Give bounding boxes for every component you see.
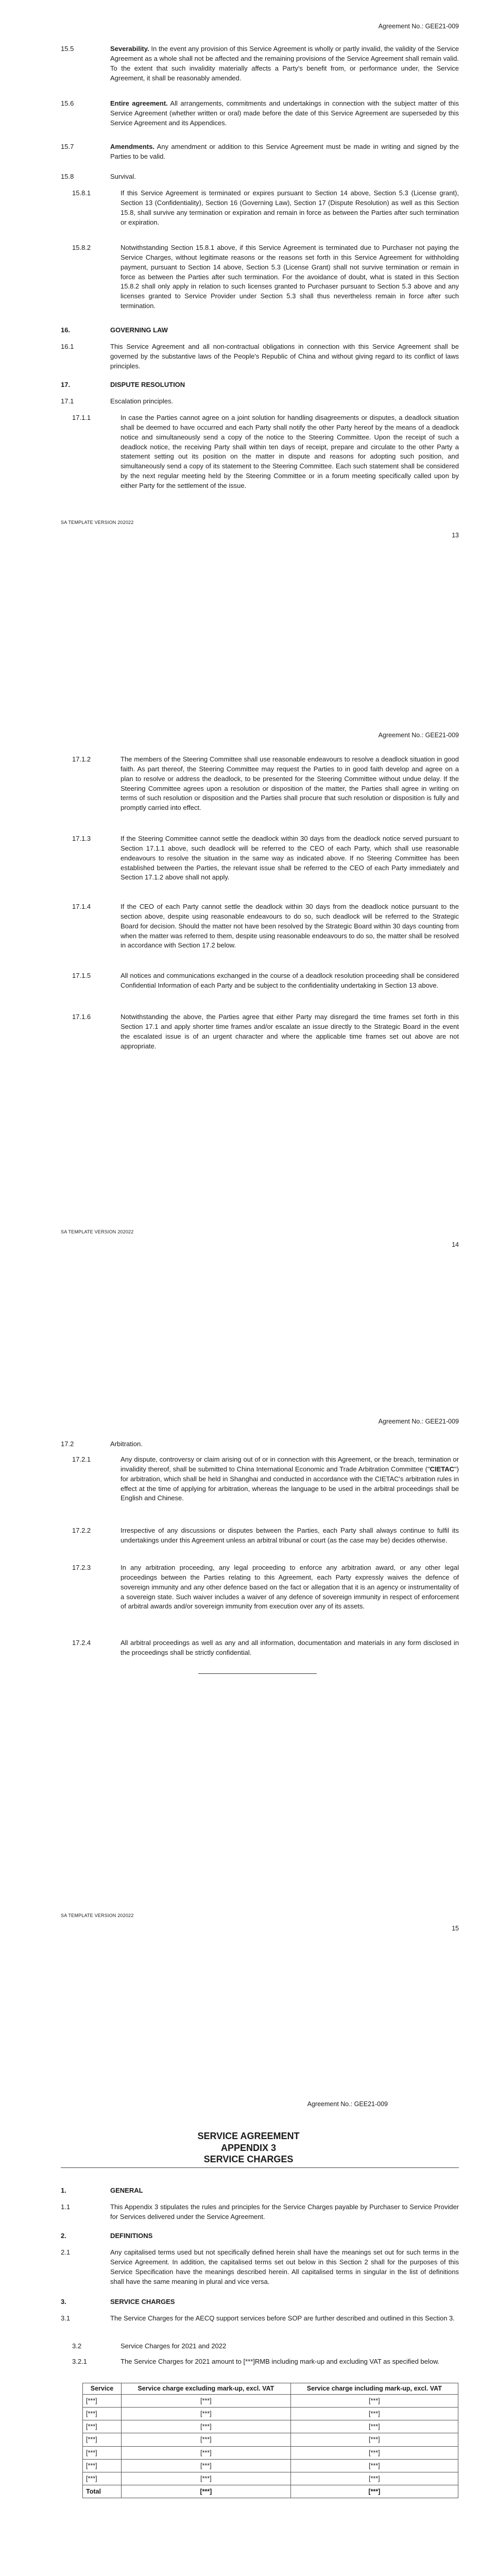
clause-3-2: [61, 2342, 459, 2351]
clause-text: [110, 44, 459, 83]
section-title: GENERAL: [110, 2187, 143, 2194]
clause-15-6: [61, 99, 459, 128]
clause-3-1: [61, 2314, 459, 2324]
table-cell: [***]: [290, 2420, 458, 2433]
clause-number: 3.1: [61, 2314, 71, 2322]
clause-text: Irrespective of any discussions or disputes between the Parties, each Party shall always continue to fulfil its undertakings under this Agreement unless an arbitral tribunal or court (as the case may be) decides otherwise.: [121, 1527, 459, 1544]
table-cell: [***]: [290, 2433, 458, 2446]
clause-body: All arrangements, commitments and undertakings in connection with the subject matter of this Service Agreement (whether written or oral) made before the date of this Service Agreement are superseded by this Service Agreement and its Appendices.: [110, 99, 459, 127]
table-row: [83, 2420, 458, 2433]
table-cell: [***]: [83, 2433, 122, 2446]
clause-number: 17.1.6: [72, 1013, 91, 1021]
clause-number: 16.1: [61, 343, 74, 350]
section-3-heading: [61, 2297, 459, 2307]
footer-template-version: SA TEMPLATE VERSION 202022: [61, 1913, 134, 1918]
table-cell: [***]: [122, 2446, 291, 2459]
table-cell: [***]: [122, 2485, 291, 2498]
clause-number: 15.6: [61, 99, 74, 107]
service-charges-table: [82, 2383, 458, 2498]
clause-text: This Appendix 3 stipulates the rules and principles for the Service Charges payable by Purchaser to Service Provider for Services delivered under the Service Agreement.: [110, 2203, 459, 2221]
clause-text: If the CEO of each Party cannot settle the deadlock within 30 days from the deadlock notice pursuant to the section above, despite using reasonable endeavours to do so, such deadlock will be referred to the Strategic Board for decision. Should the matter not have been resolved by the Strategic Board within 30 days counting from when the matter was referred to them, despite using reasonable endeavours to do so, the matter shall be resolved in accordance with Section 17.2 below.: [121, 903, 459, 950]
clause-number: 15.7: [61, 143, 74, 150]
clause-15-5: [61, 44, 459, 83]
table-cell: [***]: [83, 2420, 122, 2433]
clause-text: [110, 99, 459, 128]
clause-text: Arbitration.: [110, 1440, 143, 1448]
section-number: 16.: [61, 326, 71, 334]
section-title: DEFINITIONS: [110, 2232, 153, 2240]
clause-1-1: [61, 2202, 459, 2222]
clause-text: All arbitral proceedings as well as any and all information, documentation and materials in any form disclosed in the proceedings shall be strictly confidential.: [121, 1639, 459, 1656]
table-row: [83, 2446, 458, 2459]
section-1-heading: [61, 2186, 459, 2196]
clause-text: In any arbitration proceeding, any legal proceeding to enforce any arbitration award, or any other legal proceedings between the Parties relating to this Agreement, each Party expressly waives the defence of sovereign immunity and any other defence based on the fact or allegation that it is an agency or instrumentality of a sovereign state. Such waiver includes a waiver of any defence of sovereign immunity in respect of enforcement of arbitral awards and/or sovereign immunity from execution over any of its assets.: [121, 1564, 459, 1611]
page-number: 13: [452, 532, 459, 539]
table-cell: [***]: [290, 2459, 458, 2472]
clause-body: ") for arbitration, which shall be held in Shanghai and conducted in accordance with the CIETAC's arbitration rules in effect at the time of applying for arbitration, whereas the language to be used in the arbitral proceedings shall be English and Chinese.: [121, 1465, 459, 1502]
table-cell: [***]: [122, 2395, 291, 2408]
clause-number: 17.2.4: [72, 1639, 91, 1647]
section-title: SERVICE CHARGES: [110, 2298, 175, 2306]
clause-text: [121, 1455, 459, 1503]
clause-title: Entire agreement.: [110, 99, 168, 107]
section-title: DISPUTE RESOLUTION: [110, 381, 185, 388]
clause-number: 17.1.2: [72, 755, 91, 763]
clause-number: 17.2.2: [72, 1527, 91, 1534]
clause-text: This Service Agreement and all non-contractual obligations in connection with this Service Agreement shall be governed by the substantive laws of the People's Republic of China and without giving regard to its conflict of laws principles.: [110, 343, 459, 370]
column-header: Service charge excluding mark-up, excl. VAT: [122, 2383, 291, 2395]
clause-number: 17.1.5: [72, 972, 91, 979]
title-line-3: SERVICE CHARGES: [203, 2154, 294, 2164]
appendix-3-page-1: [0, 2079, 497, 2576]
clause-number: 17.1.3: [72, 835, 91, 842]
clause-17-2-2: [61, 1526, 459, 1546]
table-cell: [***]: [122, 2420, 291, 2433]
table-cell: [***]: [122, 2433, 291, 2446]
agreement-number-header: Agreement No.: GEE21-009: [378, 23, 459, 30]
clause-text: If the Steering Committee cannot settle the deadlock within 30 days from the deadlock notice served pursuant to Section 17.1.1 above, such deadlock will be referred to the CEO of each Party, which shall use reasonable endeavours to resolve the situation in the same way as indicated above. If no Steering Committee has been established between the Parties, the relevant issue shall be referred to the CEO of each Party immediately and Section 17.1.2 above shall not apply.: [121, 835, 459, 882]
table-cell: [***]: [122, 2459, 291, 2472]
table-total-label: Total: [83, 2485, 122, 2498]
clause-15-8-1: [61, 189, 459, 227]
clause-17-1-1: [61, 413, 459, 491]
clause-number: 15.8.2: [72, 244, 91, 251]
title-line-1: SERVICE AGREEMENT: [197, 2131, 300, 2141]
clause-17-2-1: [61, 1455, 459, 1503]
footer-template-version: SA TEMPLATE VERSION 202022: [61, 520, 134, 525]
clause-17-1-2: [61, 755, 459, 813]
column-header: Service charge including mark-up, excl. VAT: [290, 2383, 458, 2395]
clause-17-1-3: [61, 834, 459, 883]
section-title: GOVERNING LAW: [110, 326, 168, 334]
clause-number: 1.1: [61, 2203, 71, 2211]
table-row: [83, 2433, 458, 2446]
table-cell: [***]: [290, 2408, 458, 2420]
column-header: Service: [83, 2383, 122, 2395]
clause-text: Service Charges for 2021 and 2022: [121, 2342, 227, 2350]
clause-number: 17.1.4: [72, 903, 91, 910]
clause-number: 3.2.1: [72, 2358, 87, 2365]
page-15: [0, 1396, 497, 2061]
table-row: [83, 2472, 458, 2485]
table-cell: [***]: [122, 2472, 291, 2485]
clause-text: [110, 142, 459, 162]
page-14: [0, 714, 497, 1378]
table-row: [83, 2408, 458, 2420]
clause-text: Notwithstanding Section 15.8.1 above, if this Service Agreement is terminated due to Purchaser not paying the Service Charges, without legitimate reasons or the reasons set forth in this Service Agreement for withholding payment, pursuant to Section 14 above, Section 5.3 (License Grant) shall not survive termination or remain in force as between the Parties after such termination. For the avoidance of doubt, what is stated in this Section 15.8.2 shall only apply in relation to such licenses granted to Purchaser pursuant to Section 5.3 above and any licenses granted to Service Provider under Section 5.3 shall thus nevertheless remain in force after such termination.: [121, 244, 459, 310]
clause-text: Survival.: [110, 173, 136, 180]
table-cell: [***]: [83, 2459, 122, 2472]
clause-15-8: [61, 172, 459, 182]
clause-number: 15.5: [61, 45, 74, 53]
clause-number: 3.2: [72, 2342, 82, 2350]
clause-number: 15.8: [61, 173, 74, 180]
clause-17-2-3: [61, 1563, 459, 1612]
clause-2-1: [61, 2248, 459, 2286]
table-total-row: [83, 2485, 458, 2498]
table-cell: [***]: [290, 2472, 458, 2485]
clause-text: Any capitalised terms used but not specifically defined herein shall have the meanings set out for such terms in the Service Agreement. In addition, the capitalised terms set out below in this Section 2 shall for the purposes of this Service Specification have the meanings described herein. All capitalised terms in singular in the list of definitions shall have the same meaning in plural and vice versa.: [110, 2248, 459, 2285]
clause-text: Escalation principles.: [110, 397, 174, 405]
section-16-heading: [61, 326, 459, 335]
clause-number: 17.1.1: [72, 414, 91, 421]
clause-number: 15.8.1: [72, 189, 91, 197]
clause-title: Amendments.: [110, 143, 155, 150]
clause-number: 2.1: [61, 2248, 71, 2256]
title-line-2: APPENDIX 3: [220, 2142, 277, 2153]
appendix-title: [0, 2130, 497, 2165]
clause-body: In the event any provision of this Service Agreement is wholly or partly invalid, the validity of the Service Agreement as a whole shall not be affected and the remaining provisions of the Service Agreement shall remain valid. To the extent that such invalidity materially affects a Party's benefit from, or performance under, the Service Agreement, it shall be reasonably amended.: [110, 45, 459, 82]
table-cell: [***]: [290, 2446, 458, 2459]
section-2-heading: [61, 2231, 459, 2241]
clause-number: 17.2.3: [72, 1564, 91, 1571]
clause-text: The members of the Steering Committee shall use reasonable endeavours to resolve a deadlock situation in good faith. As part thereof, the Steering Committee may request the Parties to in good faith develop and agree on a plan to resolve or address the deadlock, to be presented for the Steering Committee without undue delay. If the Steering Committee agrees upon a resolution or disposition of the matter, the Parties shall agree in writing on terms of such resolution or disposition and the Parties shall procure that such resolution or disposition is fully and promptly carried into effect.: [121, 755, 459, 812]
clause-body: Any amendment or addition to this Service Agreement must be made in writing and signed by the Parties to be valid.: [110, 143, 459, 160]
title-rule: [61, 2167, 459, 2168]
page-13: [0, 0, 497, 665]
section-number: 17.: [61, 381, 71, 388]
page-number: 15: [452, 1925, 459, 1932]
clause-body: Any dispute, controversy or claim arising out of or in connection with this Agreement, or the breach, termination or invalidity thereof, shall be submitted to China International Economic and Trade Arbitration Committee (": [121, 1455, 459, 1473]
clause-text: In case the Parties cannot agree on a joint solution for handling disagreements or disputes, a deadlock situation shall be deemed to have occurred and each Party shall notify the other Party hereof by the means of a deadlock notice and simultaneously send a copy of the notice to the Steering Committee. Upon the receipt of such a deadlock notice, the receiving Party shall within ten days of receipt, prepare and circulate to the other Party a statement setting out its position on the matter in dispute and reasons for adopting such position, and simultaneously send a copy of its statement to the Steering Committee. Each such statement shall be considered by the next regular meeting held by the Steering Committee or in a forum meeting specifically called upon by either Party for the settlement of the issue.: [121, 414, 459, 489]
defined-term: CIETAC: [430, 1465, 455, 1473]
clause-15-8-2: [61, 243, 459, 311]
table-cell: [***]: [290, 2485, 458, 2498]
clause-text: All notices and communications exchanged in the course of a deadlock resolution proceeding shall be considered Confidential Information of each Party and be subject to the confidentiality undertaking in Section 13 above.: [121, 972, 459, 989]
agreement-number-header: Agreement No.: GEE21-009: [378, 1418, 459, 1425]
clause-16-1: [61, 342, 459, 371]
table-cell: [***]: [290, 2395, 458, 2408]
table-cell: [***]: [83, 2446, 122, 2459]
agreement-number-header: Agreement No.: GEE21-009: [378, 732, 459, 739]
clause-3-2-1: [61, 2357, 459, 2367]
clause-17-2-4: [61, 1638, 459, 1658]
footer-template-version: SA TEMPLATE VERSION 202022: [61, 1229, 134, 1234]
clause-number: 17.1: [61, 397, 74, 405]
table-row: [83, 2395, 458, 2408]
clause-text: The Service Charges for the AECQ support services before SOP are further described and outlined in this Section 3.: [110, 2314, 455, 2322]
clause-number: 17.2.1: [72, 1455, 91, 1463]
clause-text: Notwithstanding the above, the Parties agree that either Party may disregard the time frames set forth in this Section 17.1 and apply shorter time frames and/or escalate an issue directly to the Strategic Board in the event the escalated issue is of an urgent character and where the applicable time frames set out above are not appropriate.: [121, 1013, 459, 1050]
table-cell: [***]: [122, 2408, 291, 2420]
end-of-text-divider: [198, 1673, 317, 1674]
clause-17-2: [61, 1439, 459, 1449]
clause-17-1-6: [61, 1012, 459, 1051]
table-header-row: [83, 2383, 458, 2395]
section-number: 1.: [61, 2187, 66, 2194]
section-number: 2.: [61, 2232, 66, 2240]
table-cell: [***]: [83, 2408, 122, 2420]
clause-number: 17.2: [61, 1440, 74, 1448]
section-17-heading: [61, 380, 459, 390]
page-number: 14: [452, 1241, 459, 1248]
agreement-number-header: Agreement No.: GEE21-009: [307, 2100, 388, 2108]
clause-text: If this Service Agreement is terminated or expires pursuant to Section 14 above, Section 5.3 (License grant), Section 13 (Confidentiality), Section 16 (Governing Law), Section 17 (Dispute Resolution) as well as this Section 15.8, shall survive any termination or expiration and remain in force as between the Parties after such termination or expiration.: [121, 189, 459, 226]
clause-17-1-5: [61, 971, 459, 991]
clause-15-7: [61, 142, 459, 162]
table-cell: [***]: [83, 2472, 122, 2485]
clause-title: Severability.: [110, 45, 149, 53]
clause-text: The Service Charges for 2021 amount to [***]RMB including mark-up and excluding VAT as specified below.: [121, 2358, 440, 2365]
table-cell: [***]: [83, 2395, 122, 2408]
table-row: [83, 2459, 458, 2472]
clause-17-1-4: [61, 902, 459, 951]
clause-17-1: [61, 397, 459, 406]
section-number: 3.: [61, 2298, 66, 2306]
